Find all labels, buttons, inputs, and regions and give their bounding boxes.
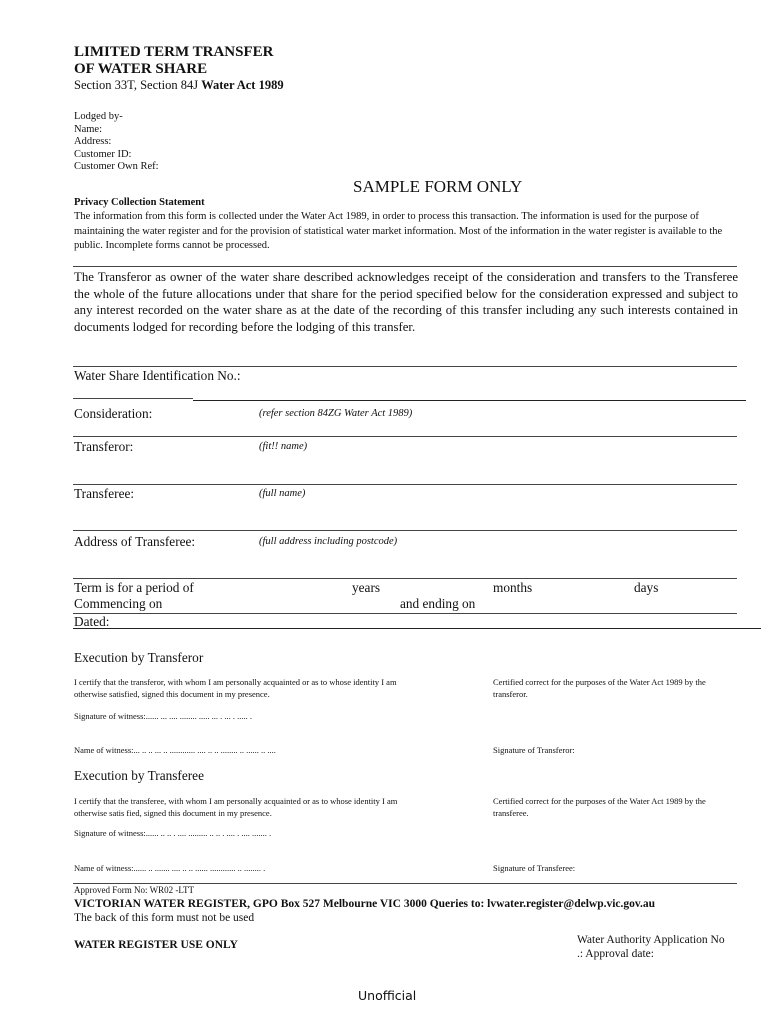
back-of-form-note: The back of this form must not be used [74,912,255,924]
customer-id-label: Customer ID: [74,148,132,160]
section-reference [74,78,284,93]
transferor-label: Transferor: [74,439,134,454]
form-title-line2: OF WATER SHARE [74,61,208,77]
transferee-certified-correct: Certified correct for the purposes of the Water Act 1989 by the transferee. [493,796,706,818]
transferee-witness-name: Name of witness:...... .. ....... .... .. .. ...... ............ .. ........ . [74,863,266,873]
transferee-witness-signature: Signature of witness:...... .. .. . .... ......... .. .. . .... . .... ....... . [74,828,272,838]
water-register-use-only: WATER REGISTER USE ONLY [74,939,238,951]
sample-form-label: SAMPLE FORM ONLY [353,177,523,196]
divider [73,436,737,437]
consideration-hint: (refer section 84ZG Water Act 1989) [259,408,413,419]
form-title [74,44,273,78]
divider [73,366,737,367]
section-prefix: Section 33T, Section 84J [74,78,202,92]
privacy-statement: The information from this form is collected under the Water Act 1989, in order to process this transaction. The information is used for the purpose of maintaining the water register and for the provision of statistical water market information. Most of the information in the water register is available to the public. Incomplete forms cannot be processed. [74,211,723,251]
unofficial-watermark: Unofficial [358,988,417,1003]
term-days-label: days [634,580,659,595]
divider [193,400,746,401]
approval-date-label: .: Approval date: [577,948,654,960]
execution-transferor-heading: Execution by Transferor [74,650,204,665]
divider [73,883,737,884]
address-transferee-hint: (full address including postcode) [259,536,398,547]
approved-form-number: Approved Form No: WR02 -LTT [74,885,194,895]
form-title-line1: LIMITED TERM TRANSFER [74,44,274,60]
transferee-hint: (full name) [259,488,306,499]
divider [73,530,737,531]
term-years-label: years [352,580,381,595]
water-share-id-label: Water Share Identification No.: [74,368,241,383]
privacy-heading: Privacy Collection Statement [74,197,205,208]
transferor-witness-name: Name of witness:... .. .. ... .. ............ .... .. .. ........ .. ...... .. .... [74,745,276,755]
transferor-witness-certify: I certify that the transferor, with whom I am personally acquainted or as to whose identity I am otherwise satisfied, signed this document in my presence. [74,677,397,699]
register-address: VICTORIAN WATER REGISTER, GPO Box 527 Melbourne VIC 3000 Queries to: lvwater.register@delwp.vic.gov.au [74,898,656,910]
term-months-label: months [493,580,533,595]
commencing-label: Commencing on [74,596,163,611]
address-transferee-label: Address of Transferee: [74,534,196,549]
transferor-witness-signature: Signature of witness:...... ... .... ........ ..... ... . ... . ..... . [74,711,253,721]
divider [73,398,193,399]
lodged-by-block [74,111,159,174]
dated-label: Dated: [74,614,110,629]
term-label: Term is for a period of [74,580,194,595]
divider [73,628,761,629]
transferor-hint: (fit!! name) [259,441,308,452]
customer-own-ref-label: Customer Own Ref: [74,161,159,172]
consideration-label: Consideration: [74,406,153,421]
transferee-witness-certify: I certify that the transferee, with whom I am personally acquainted or as to whose identity I am otherwise satis fied, signed this document in my presence. [74,796,398,818]
divider [73,578,737,579]
declaration-paragraph: The Transferor as owner of the water share described acknowledges receipt of the consideration and transfers to the Transferee the whole of the future allocations under that share for the period specified below for the consideration expressed and subject to any interest recorded on the water share as at the date of the recording of this transfer including any such interests contained in documents lodged for recording before the lodging of this transfer. [74,270,738,334]
divider [73,484,737,485]
ending-label: and ending on [400,596,476,611]
transferor-certified-correct: Certified correct for the purposes of the Water Act 1989 by the transferor. [493,677,706,699]
divider [73,613,737,614]
application-number-label: Water Authority Application No [577,934,725,946]
section-act: Water Act 1989 [201,78,284,92]
divider [73,266,737,267]
transferee-label: Transferee: [74,486,135,501]
lodged-address-label: Address: [74,136,112,147]
execution-transferee-heading: Execution by Transferee [74,768,204,783]
transferee-signature: Signature of Transferee: [493,863,576,873]
lodged-by-label: Lodged by- [74,111,123,122]
transferor-signature: Signature of Transferor: [493,745,575,755]
lodged-name-label: Name: [74,123,102,135]
